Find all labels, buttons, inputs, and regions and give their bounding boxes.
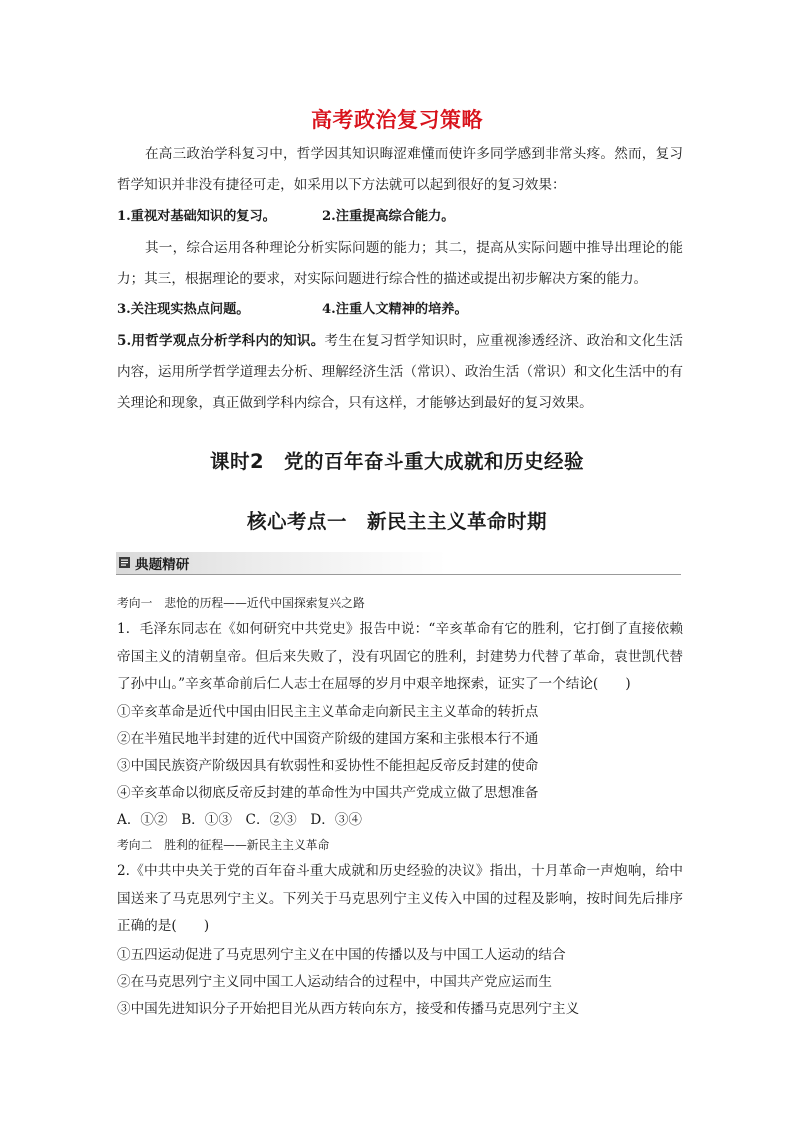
method-1: 1.重视对基础知识的复习。 bbox=[117, 209, 276, 224]
section-label: 典题精研 bbox=[135, 557, 190, 573]
intro-paragraph: 在高三政治学科复习中，哲学因其知识晦涩难懂而使许多同学感到非常头疼。然而，复习哲学知识并非没有捷径可走，如采用以下方法就可以起到很好的复习效果： bbox=[117, 146, 683, 193]
method-row-2 bbox=[117, 300, 468, 320]
section-header bbox=[116, 552, 681, 575]
method-2: 2.注重提高综合能力。 bbox=[322, 209, 455, 224]
method-row-1 bbox=[117, 207, 455, 227]
question-2-option: ①五四运动促进了马克思列宁主义在中国的传播以及与中国工人运动的结合 bbox=[117, 947, 566, 963]
question-1-option: ①辛亥革命是近代中国由旧民主主义革命走向新民主主义革命的转折点 bbox=[117, 704, 539, 720]
core-title: 核心考点一 新民主主义革命时期 bbox=[246, 510, 547, 533]
question-1-option: ②在半殖民地半封建的近代中国资产阶级的建国方案和主张根本行不通 bbox=[117, 731, 539, 747]
question-2-option: ②在马克思列宁主义同中国工人运动结合的过程中，中国共产党应运而生 bbox=[117, 974, 552, 990]
method-3: 3.关注现实热点问题。 bbox=[117, 302, 250, 317]
direction-1: 考向一 悲怆的历程——近代中国探索复兴之路 bbox=[117, 596, 365, 610]
question-1-stem: 1．毛泽东同志在《如何研究中共党史》报告中说：“辛亥革命有它的胜利，它打倒了直接依赖帝国主义的清朝皇帝。但后来失败了，没有巩固它的胜利，封建势力代替了革命，袁世凯代替了孙中山。”辛亥革命前后仁人志士在屈辱的岁月中艰辛地探索，证实了一个结论( ) bbox=[117, 621, 683, 692]
question-1-option: ③中国民族资产阶级因具有软弱性和妥协性不能担起反帝反封建的使命 bbox=[117, 758, 539, 774]
question-1-option: ④辛亥革命以彻底反帝反封建的革命性为中国共产党成立做了思想准备 bbox=[117, 785, 539, 801]
method-5-label: 5.用哲学观点分析学科内的知识。 bbox=[117, 333, 325, 349]
document-icon bbox=[119, 557, 130, 568]
method-4: 4.注重人文精神的培养。 bbox=[322, 302, 468, 317]
method-5-paragraph bbox=[117, 326, 683, 419]
question-2-stem: 2.《中共中央关于党的百年奋斗重大成就和历史经验的决议》指出，十月革命一声炮响，给中国送来了马克思列宁主义。下列关于马克思列宁主义传入中国的过程及影响，按时间先后排序正确的是( ) bbox=[117, 863, 683, 934]
method-5-text: 考生在复习哲学知识时，应重视渗透经济、政治和文化生活内容，运用所学哲学道理去分析、理解经济生活（常识）、政治生活（常识）和文化生活中的有关理论和现象，真正做到学科内综合，只有这样，才能够达到最好的复习效果。 bbox=[117, 333, 683, 411]
method-2-detail: 其一，综合运用各种理论分析实际问题的能力；其二，提高从实际问题中推导出理论的能力；其三，根据理论的要求，对实际问题进行综合性的描述或提出初步解决方案的能力。 bbox=[117, 240, 683, 287]
lesson-title: 课时2 党的百年奋斗重大成就和历史经验 bbox=[209, 450, 585, 473]
question-1-choices: A．①② B．①③ C．②③ D．③④ bbox=[117, 812, 363, 828]
direction-2: 考向二 胜利的征程——新民主主义革命 bbox=[117, 838, 330, 852]
page-title: 高考政治复习策略 bbox=[311, 108, 483, 132]
question-2-option: ③中国先进知识分子开始把目光从西方转向东方，接受和传播马克思列宁主义 bbox=[117, 1001, 580, 1017]
